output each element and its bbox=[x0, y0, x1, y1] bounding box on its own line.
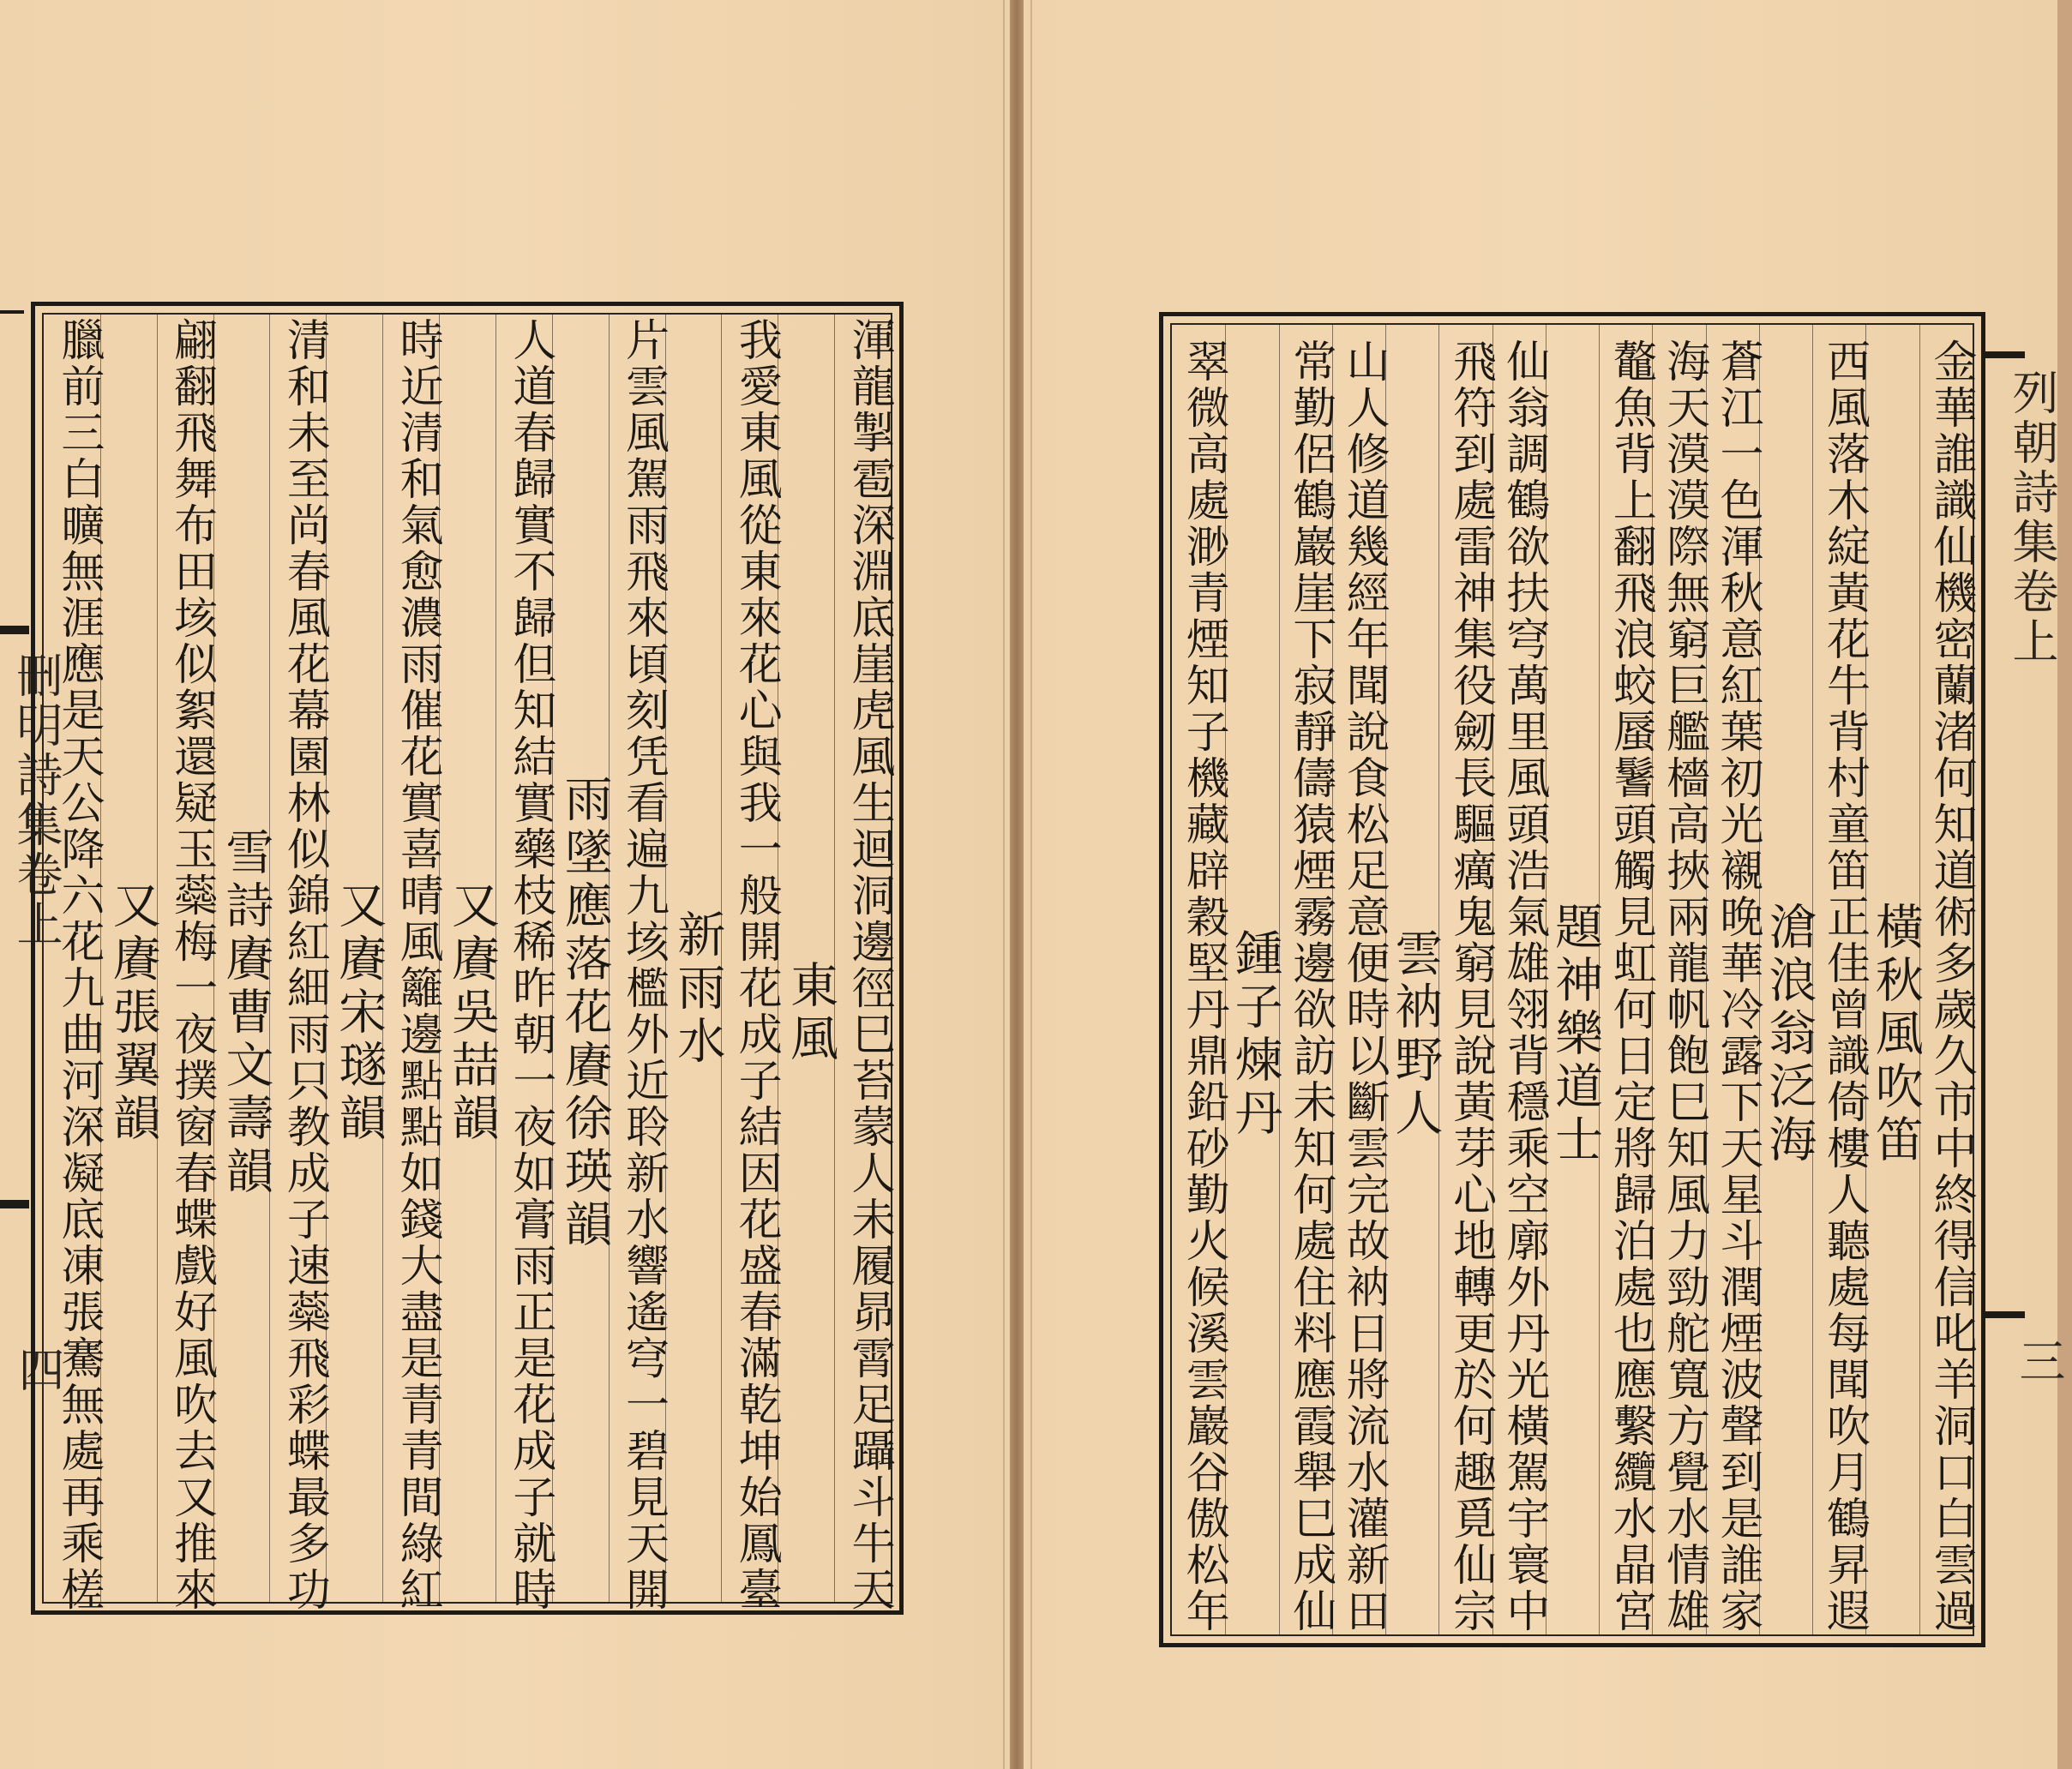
verse-text: 仙翁調鶴欲扶穹萬里風頭浩氣雄翎背穩乘空廓外丹光橫駕宇寰中 bbox=[1498, 339, 1549, 1634]
verse-text: 飛符到處雷神集役劒長驅癘鬼窮見說黃芽心地轉更於何趣覓仙宗 bbox=[1444, 339, 1496, 1634]
poem-title-column bbox=[213, 315, 274, 1602]
poem-title: 雪詩賡曹文壽韻 bbox=[218, 827, 274, 1199]
poem-title-column bbox=[1546, 325, 1604, 1634]
verse-text: 清和未至尚春風花幕園林似錦紅細雨只教成子速蘂飛彩蝶最多功 bbox=[279, 317, 330, 1613]
text-column bbox=[269, 315, 330, 1613]
text-column bbox=[495, 315, 556, 1613]
text-column bbox=[721, 315, 782, 1613]
poem-title-column bbox=[1759, 325, 1817, 1634]
poem-title: 雨墜應落花賡徐瑛韻 bbox=[556, 774, 613, 1252]
poem-title: 東風 bbox=[783, 960, 839, 1066]
left-text-block bbox=[42, 313, 894, 1613]
poem-title: 題神樂道士 bbox=[1547, 902, 1604, 1167]
text-column bbox=[157, 315, 217, 1613]
text-column bbox=[1279, 325, 1336, 1634]
left-text-frame bbox=[31, 302, 904, 1615]
poem-title-column bbox=[665, 315, 726, 1602]
right-margin-title: 列朝詩集卷上 bbox=[2005, 369, 2059, 667]
verse-text: 片雲風駕雨飛來頃刻凭看遍九垓檻外近聆新水響遙穹一碧見天開 bbox=[617, 317, 669, 1613]
poem-title-column bbox=[1225, 325, 1283, 1634]
verse-text: 蒼江一色渾秋意紅葉初光襯晚華冷露下天星斗潤煙波聲到是誰家 bbox=[1711, 339, 1763, 1634]
poem-title-column bbox=[552, 315, 613, 1602]
right-text-block bbox=[1170, 323, 1974, 1636]
left-margin-page-number: 四 bbox=[11, 1346, 65, 1395]
poem-title: 又賡吳喆韻 bbox=[443, 880, 500, 1146]
poem-title: 滄浪翁泛海 bbox=[1761, 902, 1817, 1167]
book-spine bbox=[1010, 0, 1024, 1769]
text-column bbox=[1438, 325, 1496, 1634]
poem-title-column bbox=[1385, 325, 1444, 1634]
verse-text: 時近清和氣愈濃雨催花實喜晴風籬邊點點如錢大盡是青青間綠紅 bbox=[392, 317, 443, 1613]
text-column bbox=[44, 315, 104, 1613]
text-column bbox=[609, 315, 669, 1613]
poem-title-column bbox=[439, 315, 500, 1602]
poem-title: 橫秋風吹笛 bbox=[1867, 902, 1924, 1167]
poem-title: 雲衲野人 bbox=[1387, 928, 1444, 1141]
poem-title-column bbox=[100, 315, 161, 1602]
text-column bbox=[1172, 325, 1229, 1634]
text-column bbox=[1492, 325, 1549, 1634]
verse-text: 渾龍掣雹深淵底崖虎風生迴洞邊徑巳苔蒙人未履昴霄足躡斗牛天 bbox=[844, 317, 894, 1613]
text-column bbox=[1706, 325, 1763, 1634]
left-margin-title: 刪明詩集卷上 bbox=[9, 651, 63, 950]
text-column bbox=[1652, 325, 1709, 1634]
poem-title-column bbox=[778, 315, 839, 1602]
verse-text: 西風落木綻黃花牛背村童笛正佳曾識倚樓人聽處每聞吹月鶴昇遐 bbox=[1818, 339, 1870, 1634]
poem-title: 又賡宋璲韻 bbox=[331, 880, 387, 1146]
verse-text: 人道春歸實不歸但知結實藥枝稀昨朝一夜如膏雨正是花成子就時 bbox=[504, 317, 556, 1613]
poem-title: 鍾子煉丹 bbox=[1227, 928, 1283, 1141]
verse-text: 翠微高處渺青煙知子機藏辟穀堅丹鼎鉛砂勤火候溪雲巖谷傲松年 bbox=[1178, 339, 1229, 1634]
text-column bbox=[1919, 325, 1976, 1634]
page-edge-line bbox=[1030, 0, 1032, 1769]
verse-text: 鼇魚背上翻飛浪蛟蜃鬐頭觸見虹何日定將歸泊處也應繫纜水晶宮 bbox=[1605, 339, 1656, 1634]
right-margin-tail-bottom bbox=[1982, 1311, 2025, 1318]
poem-title: 又賡張翼韻 bbox=[105, 880, 161, 1146]
poem-title: 新雨水 bbox=[670, 909, 726, 1069]
left-margin-bar bbox=[0, 310, 24, 314]
right-text-frame bbox=[1159, 312, 1985, 1647]
verse-text: 金華誰識仙機密蘭渚何知道術多歲久市中終得信叱羊洞口白雲過 bbox=[1925, 339, 1976, 1634]
text-column bbox=[1599, 325, 1656, 1634]
left-margin-tail-top bbox=[0, 626, 29, 634]
right-margin-tail-top bbox=[1982, 351, 2025, 358]
right-margin-page-number: 三 bbox=[2012, 1337, 2066, 1387]
left-margin-tail-bottom bbox=[0, 1200, 29, 1208]
text-column bbox=[1812, 325, 1870, 1634]
verse-text: 常勤侶鶴巖崖下寂靜儔猿煙霧邊欲訪未知何處住料應霞舉巳成仙 bbox=[1284, 339, 1336, 1634]
text-column bbox=[834, 315, 894, 1613]
poem-title-column bbox=[326, 315, 387, 1602]
verse-text: 臘前三白曠無涯應是天公降六花九曲河深凝底凍張騫無處再乘槎 bbox=[52, 317, 104, 1613]
verse-text: 海天漠漠際無窮巨艦檣高挾兩龍帆飽巳知風力勁舵寬方覺水情雄 bbox=[1658, 339, 1709, 1634]
text-column bbox=[382, 315, 443, 1613]
verse-text: 我愛東風從東來花心與我一般開花成子結因花盛春滿乾坤始鳳臺 bbox=[730, 317, 782, 1613]
poem-title-column bbox=[1865, 325, 1924, 1634]
verse-text: 山人修道幾經年聞說食松足意便時以斷雲完故衲日將流水灌新田 bbox=[1338, 339, 1390, 1634]
verse-text: 翩翻飛舞布田垓似絮還疑玉蘂梅一夜撲窗春蝶戲好風吹去又推來 bbox=[165, 317, 217, 1613]
text-column bbox=[1332, 325, 1390, 1634]
page-edge-line bbox=[1003, 0, 1005, 1769]
